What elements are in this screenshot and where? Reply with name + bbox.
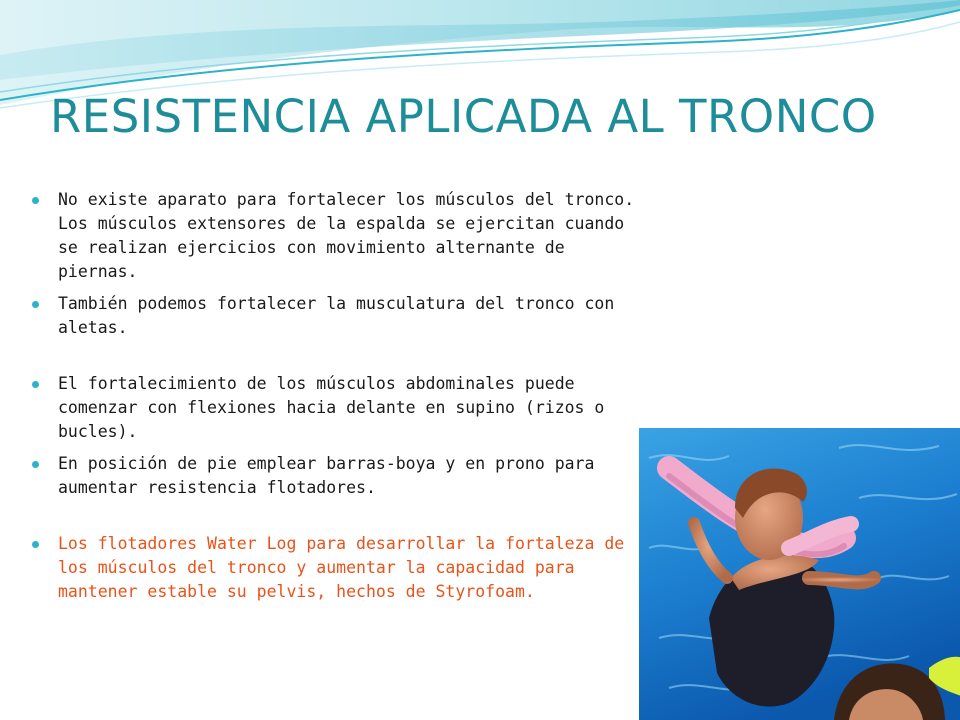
bullet-dot-icon <box>32 461 39 468</box>
pool-exercise-photo <box>639 428 960 720</box>
bullet-text: No existe aparato para fortalecer los músculos del tronco. Los músculos extensores de la espalda se ejercitan cuando se realizan ejercicios con movimiento alternante de piernas. <box>58 190 635 281</box>
bullet-text: También podemos fortalecer la musculatura del tronco con aletas. <box>58 294 615 337</box>
bullet-text: En posición de pie emplear barras-boya y en prono para aumentar resistencia flotadores. <box>58 454 595 497</box>
bullet-item <box>28 532 646 604</box>
bullet-item <box>28 292 646 340</box>
bullet-item <box>28 452 646 500</box>
bullet-list <box>28 188 646 604</box>
bullet-dot-icon <box>32 301 39 308</box>
bullet-text: El fortalecimiento de los músculos abdominales puede comenzar con flexiones hacia delante en supino (rizos o bucles). <box>58 374 605 441</box>
bullet-item <box>28 372 646 444</box>
bullet-dot-icon <box>32 381 39 388</box>
bullet-dot-icon <box>32 541 39 548</box>
swimmer-arm-right <box>809 578 874 582</box>
bullet-item <box>28 188 646 284</box>
bullet-dot-icon <box>32 197 39 204</box>
bullet-text: Los flotadores Water Log para desarrollar la fortaleza de los músculos del tronco y aumentar la capacidad para mantener estable su pelvis, hechos de Styrofoam. <box>58 534 625 601</box>
slide-title: RESISTENCIA APLICADA AL TRONCO <box>50 90 877 143</box>
